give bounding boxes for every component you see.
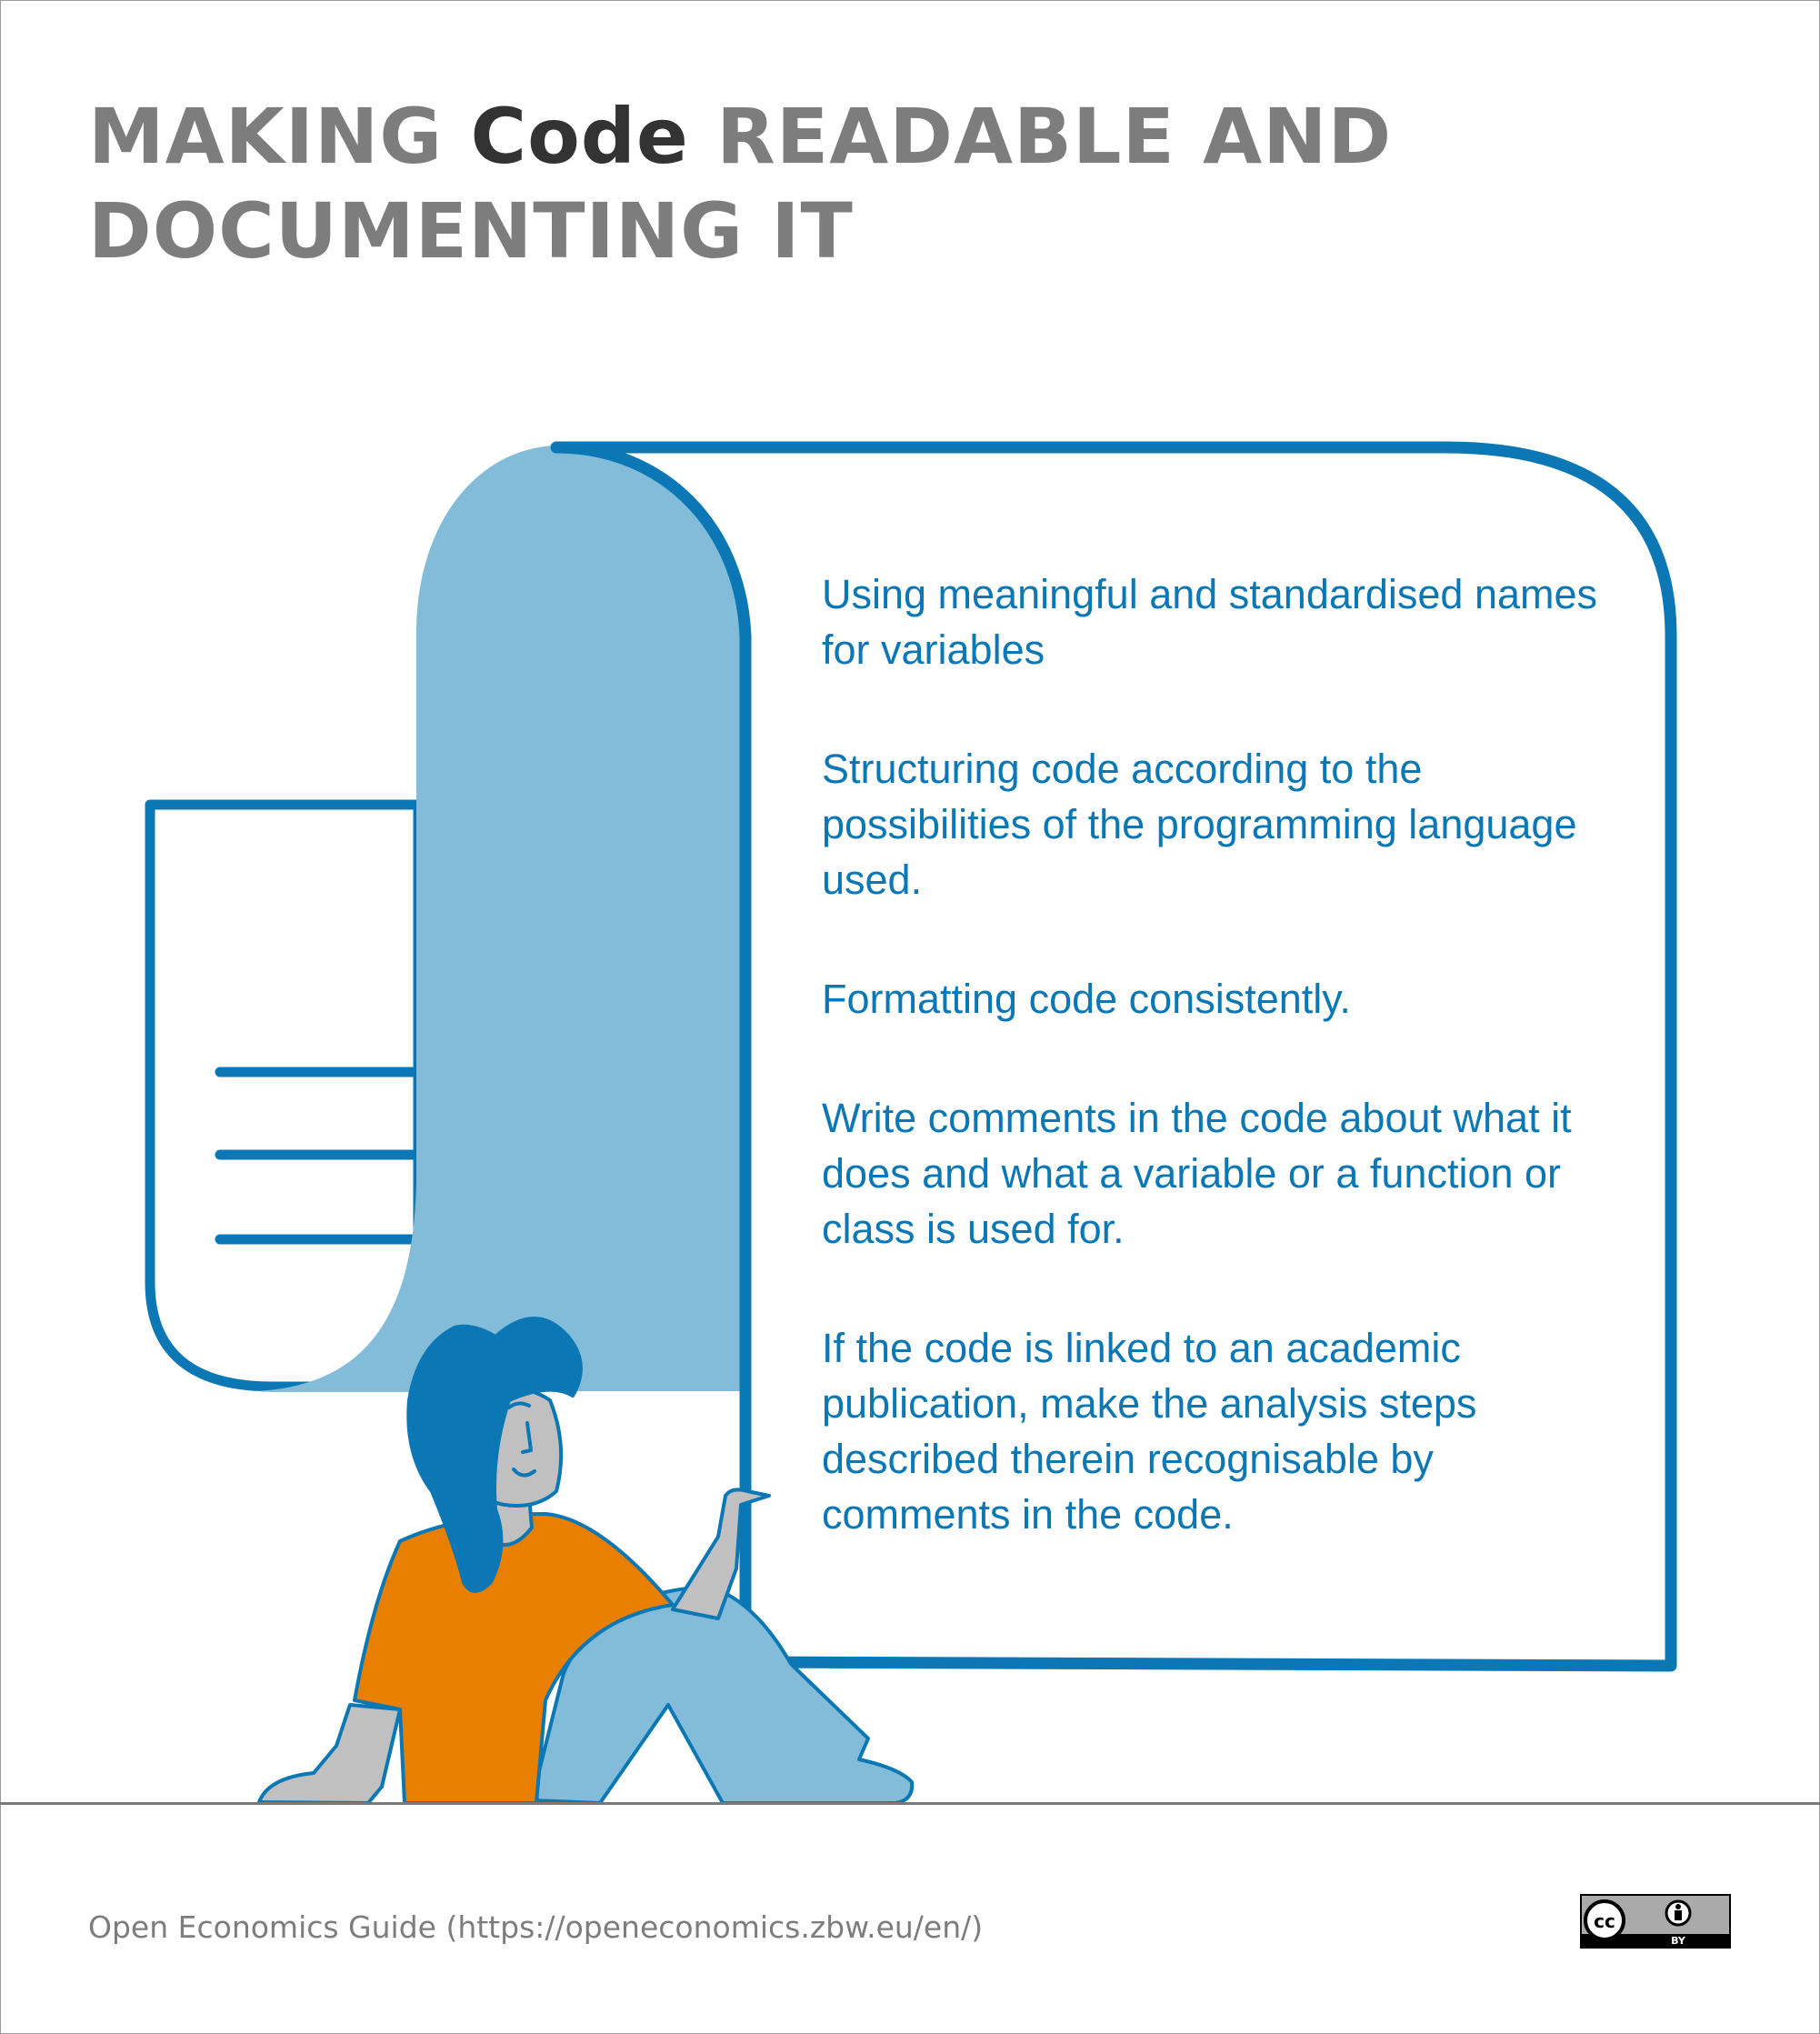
cc-label: cc (1594, 1910, 1615, 1932)
ground-line (0, 1802, 1820, 1805)
back-sheet (150, 805, 418, 1387)
points-list (822, 566, 1604, 1606)
title-highlight: Code (470, 92, 689, 181)
footer-source: Open Economics Guide (https://openeconomics.zbw.eu/en/) (88, 1909, 984, 1945)
title-part-1: MAKING (88, 92, 471, 181)
cc-by-license-icon[interactable] (1580, 1894, 1731, 1949)
point-item: If the code is linked to an academic publication, make the analysis steps described therein recognisable by comments in the code. (822, 1325, 1477, 1538)
title-part-2: READABLE AND DOCUMENTING IT (88, 92, 1393, 276)
point-item: Structuring code according to the possibilities of the programming language used. (822, 746, 1577, 903)
by-label: BY (1671, 1935, 1685, 1947)
point-item: Using meaningful and standardised names for variables (822, 571, 1598, 673)
point-item: Formatting code consistently. (822, 976, 1351, 1022)
point-item: Write comments in the code about what it does and what a variable or a function or class is used for. (822, 1095, 1572, 1252)
back-arm (259, 1705, 400, 1803)
